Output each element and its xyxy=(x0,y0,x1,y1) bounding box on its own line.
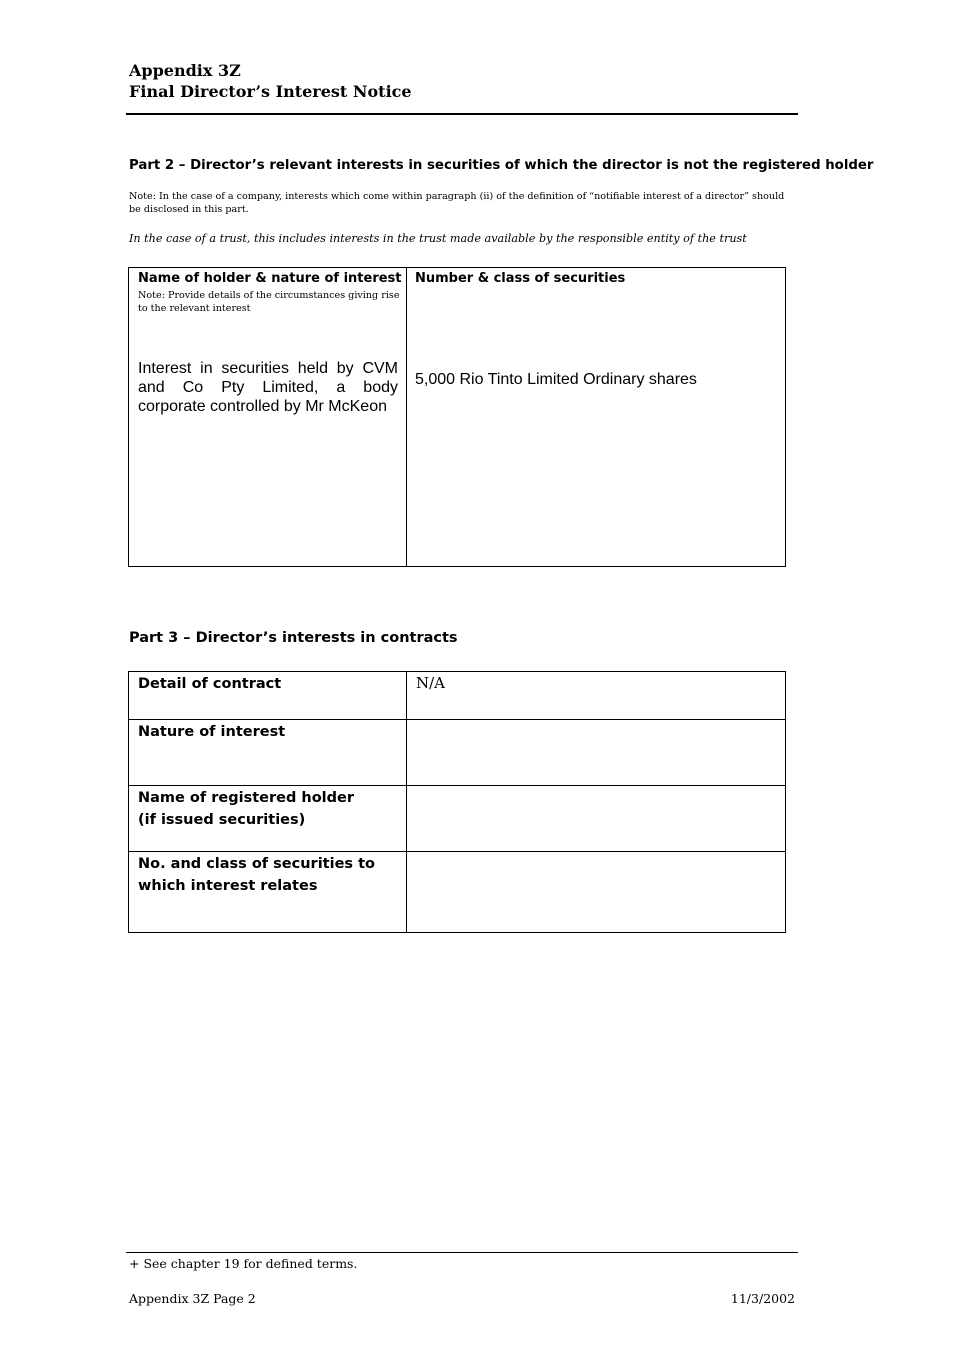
header-divider xyxy=(126,113,798,115)
detail-of-contract-label: Detail of contract xyxy=(138,676,282,692)
row-divider xyxy=(129,785,785,786)
nature-of-interest-label: Nature of interest xyxy=(138,724,286,740)
part2-note: Note: In the case of a company, interests which come within paragraph (ii) of the definition of “notifiable interest of a director” should be disclosed in this part. xyxy=(129,191,785,215)
holder-nature-header: Name of holder & nature of interest xyxy=(138,271,402,286)
document-header xyxy=(129,60,412,102)
row-divider xyxy=(129,851,785,852)
securities-header: Number & class of securities xyxy=(415,271,626,286)
row-divider xyxy=(129,719,785,720)
page-date: 11/3/2002 xyxy=(730,1291,795,1306)
footer-divider xyxy=(126,1252,798,1253)
part3-heading: Part 3 – Director’s interests in contracts xyxy=(129,630,458,646)
securities-value: 5,000 Rio Tinto Limited Ordinary shares xyxy=(415,371,697,388)
column-divider xyxy=(406,672,407,932)
securities-interest-label: No. and class of securities to which interest relates xyxy=(138,856,375,894)
document-subtitle: Final Director’s Interest Notice xyxy=(129,82,412,101)
registered-holder-label: Name of registered holder (if issued securities) xyxy=(138,790,354,828)
page-label: Appendix 3Z Page 2 xyxy=(129,1291,256,1306)
holder-nature-value: Interest in securities held by CVM and Co Pty Limited, a body corporate controlled by Mr McKeon xyxy=(138,360,398,415)
holder-nature-note: Note: Provide details of the circumstances giving rise to the relevant interest xyxy=(138,290,400,314)
part2-trust-note: In the case of a trust, this includes interests in the trust made available by the responsible entity of the trust xyxy=(129,232,747,245)
column-divider xyxy=(406,268,407,566)
part3-table xyxy=(128,671,786,933)
footnote: + See chapter 19 for defined terms. xyxy=(129,1256,358,1271)
part2-heading: Part 2 – Director’s relevant interests in securities of which the director is not the registered holder xyxy=(129,158,874,173)
part2-table xyxy=(128,267,786,567)
document-title: Appendix 3Z xyxy=(129,61,241,80)
detail-of-contract-value: N/A xyxy=(416,674,446,692)
